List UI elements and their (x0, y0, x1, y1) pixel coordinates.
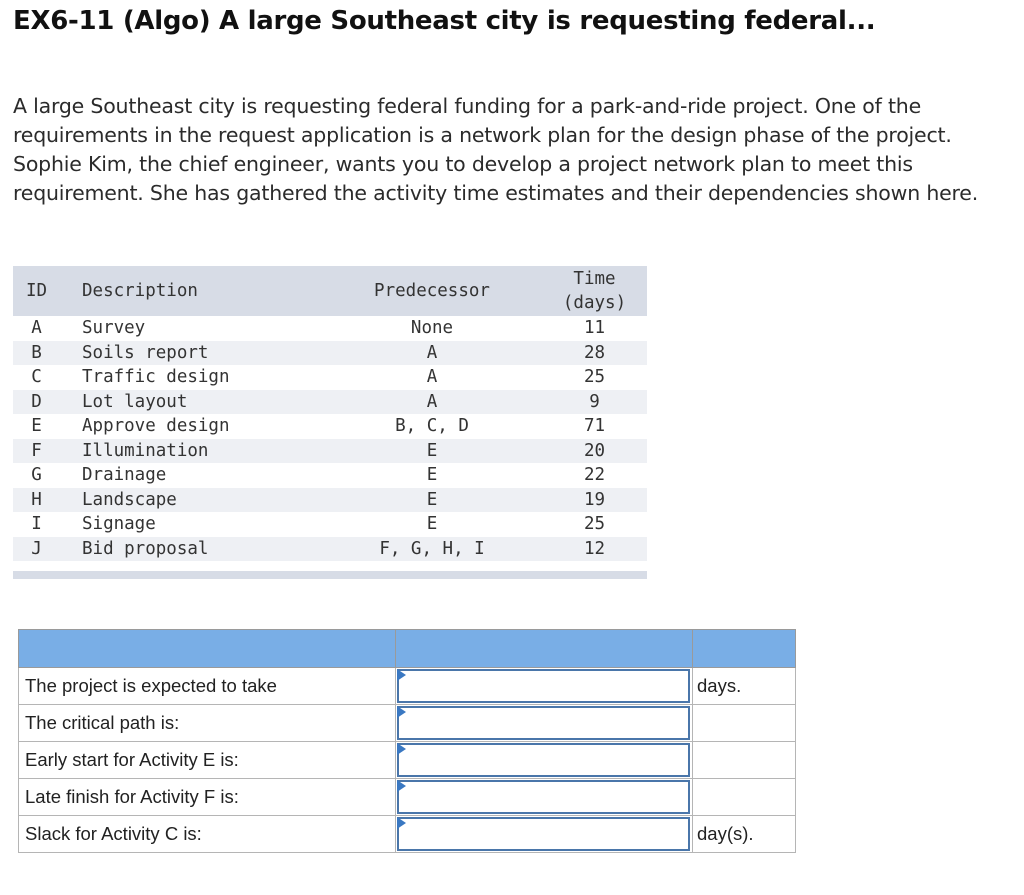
table-row (13, 390, 647, 415)
answer-label: Early start for Activity E is: (19, 742, 396, 779)
cell-predecessor: E (426, 465, 438, 485)
cell-id: C (31, 367, 42, 387)
table-row (13, 512, 647, 537)
early-start-e-input[interactable] (397, 743, 690, 777)
table-row (13, 439, 647, 464)
cell-description: Illumination (82, 440, 209, 461)
table-row (13, 414, 647, 439)
cell-time: 20 (583, 440, 606, 461)
cell-description: Approve design (82, 416, 230, 436)
header-time-line2: (days) (562, 293, 627, 313)
cell-predecessor: B, C, D (395, 416, 469, 436)
answer-header-cell (693, 630, 796, 668)
header-time (542, 266, 647, 316)
late-finish-f-input[interactable] (397, 780, 690, 814)
page-title: EX6-11 (Algo) A large Southeast city is requesting federal... (13, 6, 876, 36)
answer-unit: day(s). (693, 816, 796, 853)
cell-time: 9 (589, 391, 600, 412)
cell-description: Landscape (82, 489, 177, 510)
header-id: ID (25, 281, 48, 301)
cell-description: Soils report (82, 342, 209, 363)
cell-description: Signage (82, 514, 156, 534)
cell-predecessor: A (426, 367, 438, 387)
cell-description: Bid proposal (82, 538, 209, 559)
activity-table-footer (13, 571, 647, 579)
answer-label: Late finish for Activity F is: (19, 779, 396, 816)
cell-predecessor: F, G, H, I (379, 538, 485, 559)
answer-table (18, 629, 796, 853)
cell-id: I (31, 514, 42, 534)
cell-description: Traffic design (82, 367, 230, 387)
answer-input-cell (396, 779, 693, 816)
answer-unit: days. (693, 668, 796, 705)
answer-unit (693, 705, 796, 742)
header-description: Description (82, 281, 198, 301)
cell-id: E (31, 416, 42, 436)
answer-unit (693, 742, 796, 779)
table-row (13, 463, 647, 488)
activity-table (13, 266, 647, 561)
cell-predecessor: E (426, 440, 438, 461)
answer-row (19, 668, 796, 705)
answer-unit (693, 779, 796, 816)
cell-predecessor: A (426, 342, 438, 363)
flag-icon (397, 669, 406, 681)
activity-table-header (13, 266, 647, 316)
critical-path-input[interactable] (397, 706, 690, 740)
cell-id: B (31, 342, 42, 363)
answer-label: The critical path is: (19, 705, 396, 742)
cell-id: F (31, 440, 42, 461)
answer-row (19, 705, 796, 742)
answer-input-cell (396, 668, 693, 705)
answer-row (19, 742, 796, 779)
cell-id: A (31, 318, 42, 338)
flag-icon (397, 780, 406, 792)
cell-time: 71 (583, 416, 606, 436)
answer-table-header (19, 630, 796, 668)
answer-header-cell (396, 630, 693, 668)
answer-header-cell (19, 630, 396, 668)
flag-icon (397, 706, 406, 718)
problem-intro: A large Southeast city is requesting federal funding for a park-and-ride project. One of the requirements in the request application is a network plan for the design phase of the project. Sophie Kim, the chief engineer, wants you to develop a project network plan to meet this requirement. She has gathered the activity time estimates and their dependencies shown here. (13, 94, 979, 205)
cell-description: Survey (82, 318, 146, 338)
cell-description: Drainage (82, 465, 167, 485)
answer-row (19, 816, 796, 853)
cell-id: G (31, 465, 42, 485)
table-row (13, 537, 647, 562)
project-duration-input[interactable] (397, 669, 690, 703)
cell-id: J (31, 538, 42, 559)
cell-id: D (31, 391, 42, 412)
cell-time: 28 (583, 342, 606, 363)
cell-time: 22 (583, 465, 606, 485)
table-row (13, 341, 647, 366)
answer-input-cell (396, 742, 693, 779)
cell-id: H (31, 489, 42, 510)
cell-time: 25 (583, 514, 606, 534)
cell-description: Lot layout (82, 391, 188, 412)
cell-time: 19 (583, 489, 606, 510)
answer-input-cell (396, 816, 693, 853)
cell-predecessor: E (426, 514, 438, 534)
slack-c-input[interactable] (397, 817, 690, 851)
cell-time: 11 (583, 318, 606, 338)
answer-input-cell (396, 705, 693, 742)
flag-icon (397, 817, 406, 829)
header-predecessor: Predecessor (374, 281, 490, 301)
cell-predecessor: E (426, 489, 438, 510)
cell-time: 12 (583, 538, 606, 559)
table-row (13, 365, 647, 390)
cell-predecessor: None (410, 318, 454, 338)
flag-icon (397, 743, 406, 755)
cell-time: 25 (583, 367, 606, 387)
table-row (13, 488, 647, 513)
table-row (13, 316, 647, 341)
answer-label: The project is expected to take (19, 668, 396, 705)
answer-label: Slack for Activity C is: (19, 816, 396, 853)
answer-row (19, 779, 796, 816)
header-time-line1: Time (573, 269, 616, 289)
cell-predecessor: A (426, 391, 438, 412)
